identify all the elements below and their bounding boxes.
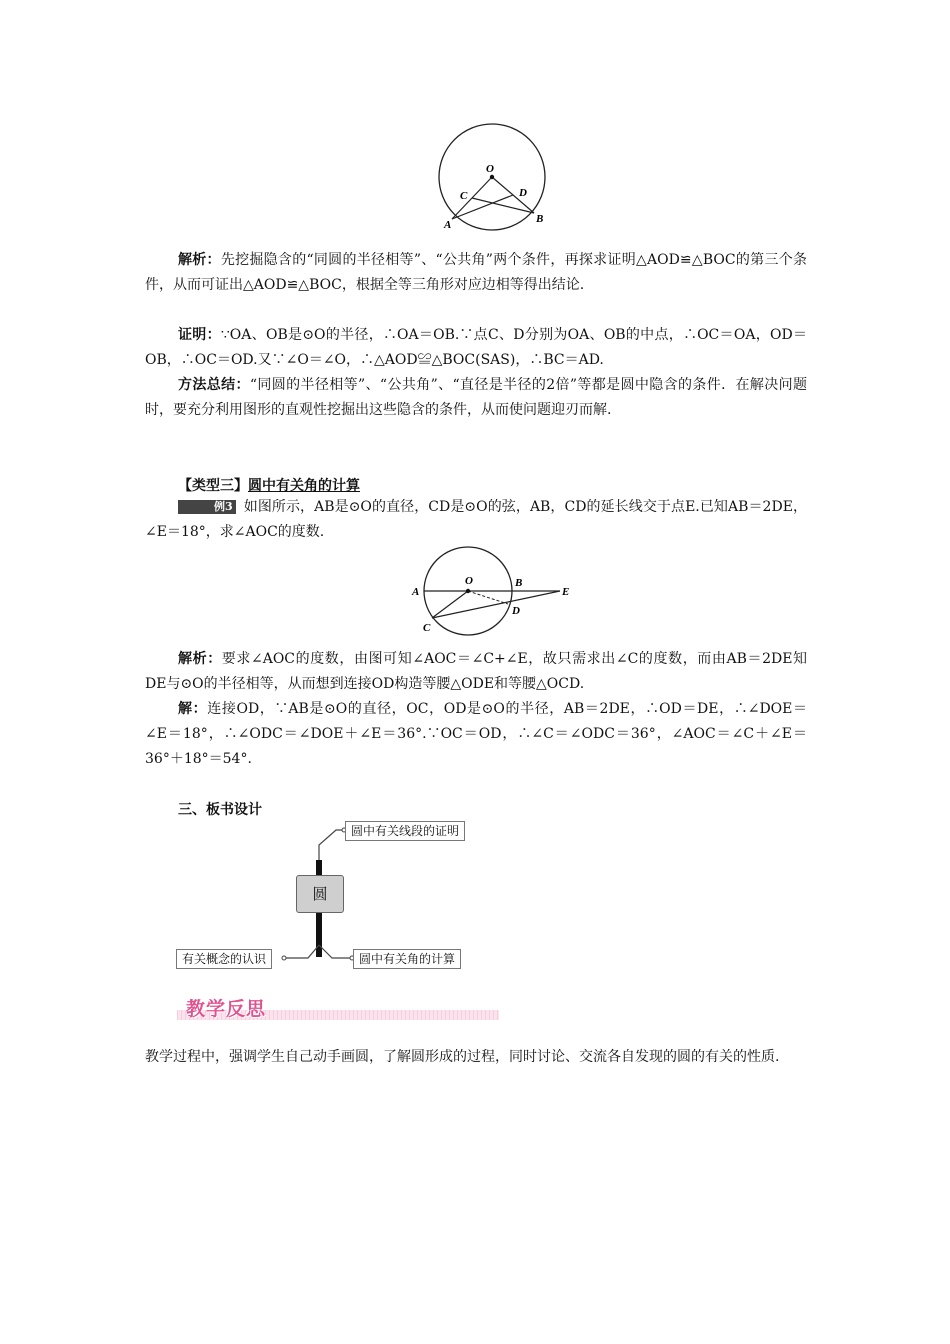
example-three-paragraph (145, 495, 807, 545)
type-bracket: 【类型三】 (178, 478, 248, 494)
label-o2: O (465, 575, 473, 587)
solution-paragraph-3 (145, 697, 807, 772)
method-text: “同圆的半径相等”、“公共角”、“直径是半径的2倍”等都是圆中隐含的条件．在解决问题时，要充分利用图形的直观性挖掘出这些隐含的条件，从而使问题迎刃而解. (145, 377, 808, 418)
method-label: 方法总结： (178, 377, 250, 393)
method-summary-paragraph (145, 373, 807, 423)
example-text: 如图所示，AB是⊙O的直径，CD是⊙O的弦，AB，CD的延长线交于点E.已知AB＝2DE，∠E＝18°，求∠AOC的度数. (145, 499, 807, 540)
label-o: O (486, 163, 494, 175)
analysis-label: 解析： (178, 252, 221, 268)
label-c: C (460, 190, 468, 202)
solution-label: 解： (178, 701, 208, 717)
label-b: B (536, 213, 544, 225)
analysis-paragraph-3 (145, 647, 807, 697)
figure-circle-secant (408, 546, 578, 636)
mindmap-node-right: 圆中有关角的计算 (353, 949, 461, 969)
label-c2: C (423, 622, 431, 634)
analysis3-text: 要求∠AOC的度数，由图可知∠AOC＝∠C+∠E，故只需求出∠C的度数，而由AB＝2DE知DE与⊙O的半径相等，从而想到连接OD构造等腰△ODE和等腰△OCD. (145, 651, 808, 692)
reflection-paragraph: 教学过程中，强调学生自己动手画圆，了解圆形成的过程，同时讨论、交流各自发现的圆的有关的性质. (145, 1049, 780, 1065)
type-title: 圆中有关角的计算 (248, 478, 360, 494)
analysis-text: 先挖掘隐含的“同圆的半径相等”、“公共角”两个条件，再探求证明△AOD≌△BOC的第三个条件，从而可证出△AOD≌△BOC，根据全等三角形对应边相等得出结论. (145, 252, 807, 293)
example-badge: 例3 (178, 500, 236, 514)
solution-text: 连接OD，∵AB是⊙O的直径，OC，OD是⊙O的半径，AB＝2DE，∴OD＝DE，∴∠DOE＝∠E＝18°，∴∠ODC＝∠DOE＋∠E＝36°.∵OC＝OD，∴∠C＝∠ODC＝36°，∠AOC＝∠C＋∠E＝36°＋18°＝54°. (145, 701, 807, 767)
figure-circle-triangles (430, 120, 555, 235)
mindmap-node-left: 有关概念的认识 (176, 949, 272, 969)
label-d2: D (512, 605, 520, 617)
section-three-heading: 三、板书设计 (178, 802, 262, 818)
type-three-heading (178, 475, 360, 497)
label-d: D (519, 187, 527, 199)
reflection-title: 教学反思 (186, 998, 267, 1020)
analysis3-label: 解析： (178, 651, 222, 667)
mindmap-center-node: 圆 (296, 875, 344, 913)
label-a2: A (412, 586, 420, 598)
analysis-paragraph-1 (145, 248, 807, 298)
proof-paragraph-1 (145, 323, 807, 373)
mindmap-node-top: 圆中有关线段的证明 (345, 821, 465, 841)
label-e2: E (562, 586, 570, 598)
label-b2: B (515, 577, 523, 589)
label-a: A (444, 219, 452, 231)
proof-text: ∵OA、OB是⊙O的半径，∴OA＝OB.∵点C、D分别为OA、OB的中点，∴OC＝OA，OD＝OB，∴OC＝OD.又∵∠O＝∠O，∴△AOD≌△BOC(SAS)，∴BC＝AD. (145, 327, 808, 368)
proof-label: 证明： (178, 327, 221, 343)
